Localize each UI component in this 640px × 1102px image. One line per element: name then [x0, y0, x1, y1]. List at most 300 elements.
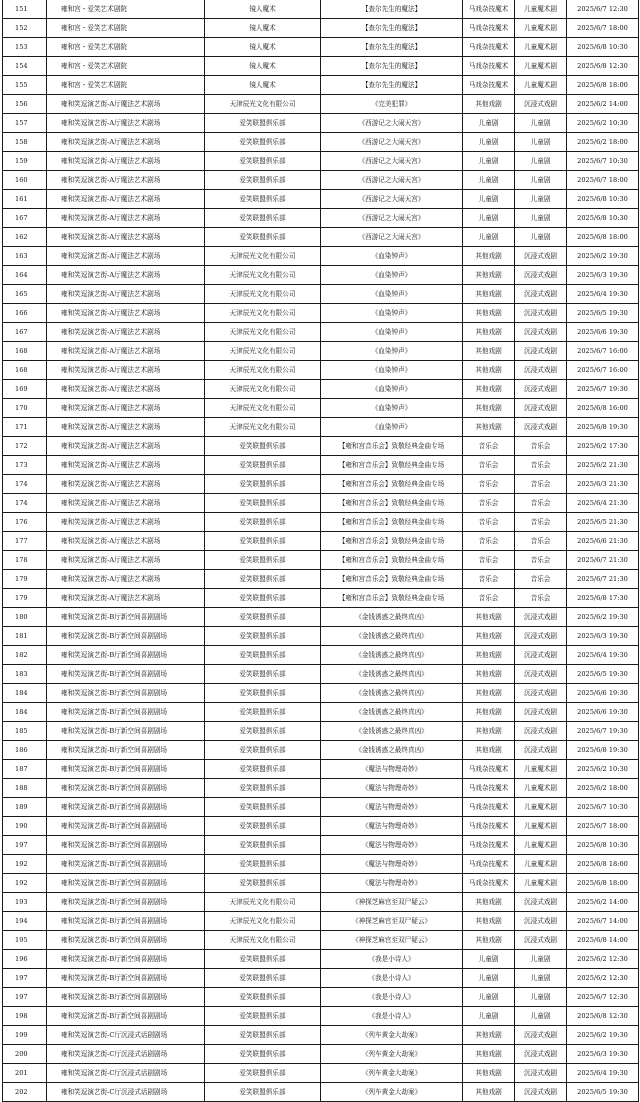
- table-row: [3, 646, 639, 665]
- program-title-cell: 《我是小诗人》: [321, 988, 463, 1007]
- venue-cell: 雍和笑逗演艺街-A厅魔法艺术剧场: [47, 209, 205, 228]
- table-row: [3, 665, 639, 684]
- category-cell: 其他戏剧: [463, 684, 515, 703]
- table-row: [3, 323, 639, 342]
- datetime-cell: 2025/6/8 10:30: [567, 38, 639, 57]
- table-row: [3, 817, 639, 836]
- subcategory-cell: 沉浸式戏剧: [515, 1045, 567, 1064]
- row-number-cell: 185: [3, 722, 47, 741]
- row-number-cell: 197: [3, 969, 47, 988]
- datetime-cell: 2025/6/7 12:30: [567, 988, 639, 1007]
- venue-cell: 雍和笑逗演艺街-A厅魔法艺术剧场: [47, 456, 205, 475]
- category-cell: 其他戏剧: [463, 608, 515, 627]
- organizer-cell: 爱笑联盟俱乐部: [205, 114, 321, 133]
- row-number-cell: 160: [3, 171, 47, 190]
- venue-cell: 雍和笑逗演艺街-B厅新空间喜剧剧场: [47, 1007, 205, 1026]
- row-number-cell: 174: [3, 475, 47, 494]
- subcategory-cell: 儿童魔术剧: [515, 855, 567, 874]
- row-number-cell: 180: [3, 608, 47, 627]
- table-row: [3, 703, 639, 722]
- row-number-cell: 197: [3, 836, 47, 855]
- venue-cell: 雍和笑逗演艺街-A厅魔法艺术剧场: [47, 133, 205, 152]
- row-number-cell: 189: [3, 798, 47, 817]
- table-row: [3, 1083, 639, 1102]
- organizer-cell: 镜人魔术: [205, 0, 321, 19]
- venue-cell: 雍和笑逗演艺街-A厅魔法艺术剧场: [47, 190, 205, 209]
- table-row: [3, 95, 639, 114]
- subcategory-cell: 儿童剧: [515, 969, 567, 988]
- category-cell: 其他戏剧: [463, 646, 515, 665]
- row-number-cell: 197: [3, 988, 47, 1007]
- venue-cell: 雍和笑逗演艺街-A厅魔法艺术剧场: [47, 247, 205, 266]
- datetime-cell: 2025/6/6 19:30: [567, 703, 639, 722]
- subcategory-cell: 音乐会: [515, 532, 567, 551]
- row-number-cell: 187: [3, 760, 47, 779]
- datetime-cell: 2025/6/8 18:00: [567, 76, 639, 95]
- row-number-cell: 201: [3, 1064, 47, 1083]
- program-title-cell: 《金钱诱惑之最终真凶》: [321, 703, 463, 722]
- datetime-cell: 2025/6/8 12:30: [567, 57, 639, 76]
- table-row: [3, 19, 639, 38]
- program-title-cell: 《西游记之大闹天宫》: [321, 114, 463, 133]
- table-row: [3, 855, 639, 874]
- program-title-cell: 《我是小诗人》: [321, 950, 463, 969]
- organizer-cell: 天津辰光文化有限公司: [205, 399, 321, 418]
- program-title-cell: 《西游记之大闹天宫》: [321, 228, 463, 247]
- subcategory-cell: 沉浸式戏剧: [515, 703, 567, 722]
- row-number-cell: 156: [3, 95, 47, 114]
- organizer-cell: 天津辰光文化有限公司: [205, 342, 321, 361]
- category-cell: 音乐会: [463, 532, 515, 551]
- table-row: [3, 893, 639, 912]
- venue-cell: 雍和笑逗演艺街-A厅魔法艺术剧场: [47, 114, 205, 133]
- row-number-cell: 195: [3, 931, 47, 950]
- datetime-cell: 2025/6/2 17:30: [567, 437, 639, 456]
- row-number-cell: 163: [3, 247, 47, 266]
- datetime-cell: 2025/6/2 10:30: [567, 114, 639, 133]
- venue-cell: 雍和笑逗演艺街-B厅新空间喜剧剧场: [47, 855, 205, 874]
- table-row: [3, 228, 639, 247]
- program-title-cell: 《列车黄金大劫案》: [321, 1083, 463, 1102]
- datetime-cell: 2025/6/7 18:00: [567, 817, 639, 836]
- category-cell: 马戏杂技魔术: [463, 874, 515, 893]
- organizer-cell: 天津辰光文化有限公司: [205, 266, 321, 285]
- program-title-cell: 《魔法与物理奇妙》: [321, 798, 463, 817]
- subcategory-cell: 沉浸式戏剧: [515, 1064, 567, 1083]
- program-title-cell: 《金钱诱惑之最终真凶》: [321, 741, 463, 760]
- program-title-cell: 【雍和宫音乐会】致敬经典金曲专场: [321, 494, 463, 513]
- category-cell: 其他戏剧: [463, 380, 515, 399]
- table-row: [3, 437, 639, 456]
- venue-cell: 雍和笑逗演艺街-B厅新空间喜剧剧场: [47, 950, 205, 969]
- program-title-cell: 《血染钟声》: [321, 380, 463, 399]
- datetime-cell: 2025/6/8 16:00: [567, 399, 639, 418]
- venue-cell: 雍和宫・爱笑艺术剧院: [47, 57, 205, 76]
- table-row: [3, 950, 639, 969]
- row-number-cell: 162: [3, 228, 47, 247]
- datetime-cell: 2025/6/5 19:30: [567, 304, 639, 323]
- row-number-cell: 194: [3, 912, 47, 931]
- datetime-cell: 2025/6/3 19:30: [567, 1045, 639, 1064]
- venue-cell: 雍和笑逗演艺街-B厅新空间喜剧剧场: [47, 779, 205, 798]
- datetime-cell: 2025/6/8 14:00: [567, 931, 639, 950]
- organizer-cell: 爱笑联盟俱乐部: [205, 703, 321, 722]
- organizer-cell: 爱笑联盟俱乐部: [205, 798, 321, 817]
- subcategory-cell: 沉浸式戏剧: [515, 266, 567, 285]
- row-number-cell: 176: [3, 513, 47, 532]
- category-cell: 儿童剧: [463, 209, 515, 228]
- datetime-cell: 2025/6/8 17:30: [567, 589, 639, 608]
- venue-cell: 雍和笑逗演艺街-B厅新空间喜剧剧场: [47, 646, 205, 665]
- datetime-cell: 2025/6/2 14:00: [567, 893, 639, 912]
- datetime-cell: 2025/6/2 14:00: [567, 95, 639, 114]
- row-number-cell: 170: [3, 399, 47, 418]
- program-title-cell: 【雍和宫音乐会】致敬经典金曲专场: [321, 513, 463, 532]
- table-row: [3, 418, 639, 437]
- organizer-cell: 爱笑联盟俱乐部: [205, 950, 321, 969]
- subcategory-cell: 沉浸式戏剧: [515, 912, 567, 931]
- organizer-cell: 镜人魔术: [205, 76, 321, 95]
- row-number-cell: 179: [3, 570, 47, 589]
- subcategory-cell: 儿童剧: [515, 152, 567, 171]
- table-row: [3, 380, 639, 399]
- venue-cell: 雍和笑逗演艺街-B厅新空间喜剧剧场: [47, 893, 205, 912]
- table-row: [3, 969, 639, 988]
- organizer-cell: 爱笑联盟俱乐部: [205, 1083, 321, 1102]
- row-number-cell: 192: [3, 874, 47, 893]
- program-title-cell: 《神探芝麻官至双尸疑云》: [321, 912, 463, 931]
- venue-cell: 雍和笑逗演艺街-A厅魔法艺术剧场: [47, 494, 205, 513]
- datetime-cell: 2025/6/8 18:00: [567, 874, 639, 893]
- subcategory-cell: 儿童魔术剧: [515, 76, 567, 95]
- program-title-cell: 《血染钟声》: [321, 304, 463, 323]
- category-cell: 儿童剧: [463, 133, 515, 152]
- venue-cell: 雍和笑逗演艺街-A厅魔法艺术剧场: [47, 285, 205, 304]
- table-row: [3, 1045, 639, 1064]
- subcategory-cell: 沉浸式戏剧: [515, 418, 567, 437]
- organizer-cell: 爱笑联盟俱乐部: [205, 874, 321, 893]
- program-title-cell: 《我是小诗人》: [321, 1007, 463, 1026]
- program-title-cell: 《魔法与物理奇妙》: [321, 817, 463, 836]
- table-row: [3, 475, 639, 494]
- table-row: [3, 285, 639, 304]
- category-cell: 音乐会: [463, 494, 515, 513]
- organizer-cell: 爱笑联盟俱乐部: [205, 608, 321, 627]
- venue-cell: 雍和笑逗演艺街-A厅魔法艺术剧场: [47, 475, 205, 494]
- subcategory-cell: 沉浸式戏剧: [515, 342, 567, 361]
- subcategory-cell: 音乐会: [515, 475, 567, 494]
- venue-cell: 雍和宫・爱笑艺术剧院: [47, 76, 205, 95]
- row-number-cell: 184: [3, 684, 47, 703]
- datetime-cell: 2025/6/8 10:30: [567, 190, 639, 209]
- datetime-cell: 2025/6/7 18:00: [567, 171, 639, 190]
- table-row: [3, 76, 639, 95]
- venue-cell: 雍和笑逗演艺街-B厅新空间喜剧剧场: [47, 627, 205, 646]
- row-number-cell: 168: [3, 361, 47, 380]
- datetime-cell: 2025/6/2 19:30: [567, 1026, 639, 1045]
- venue-cell: 雍和笑逗演艺街-C厅沉浸式话剧剧场: [47, 1083, 205, 1102]
- organizer-cell: 爱笑联盟俱乐部: [205, 1026, 321, 1045]
- row-number-cell: 158: [3, 133, 47, 152]
- row-number-cell: 193: [3, 893, 47, 912]
- category-cell: 其他戏剧: [463, 399, 515, 418]
- table-row: [3, 988, 639, 1007]
- row-number-cell: 168: [3, 342, 47, 361]
- row-number-cell: 192: [3, 855, 47, 874]
- category-cell: 其他戏剧: [463, 285, 515, 304]
- datetime-cell: 2025/6/5 19:30: [567, 665, 639, 684]
- table-row: [3, 494, 639, 513]
- datetime-cell: 2025/6/4 19:30: [567, 285, 639, 304]
- category-cell: 马戏杂技魔术: [463, 57, 515, 76]
- subcategory-cell: 沉浸式戏剧: [515, 380, 567, 399]
- category-cell: 马戏杂技魔术: [463, 836, 515, 855]
- subcategory-cell: 沉浸式戏剧: [515, 285, 567, 304]
- datetime-cell: 2025/6/6 19:30: [567, 323, 639, 342]
- row-number-cell: 196: [3, 950, 47, 969]
- program-title-cell: 《魔法与物理奇妙》: [321, 760, 463, 779]
- category-cell: 儿童剧: [463, 190, 515, 209]
- organizer-cell: 爱笑联盟俱乐部: [205, 855, 321, 874]
- table-row: [3, 798, 639, 817]
- category-cell: 马戏杂技魔术: [463, 76, 515, 95]
- subcategory-cell: 儿童魔术剧: [515, 817, 567, 836]
- program-title-cell: 《西游记之大闹天宫》: [321, 171, 463, 190]
- venue-cell: 雍和笑逗演艺街-A厅魔法艺术剧场: [47, 228, 205, 247]
- table-row: [3, 304, 639, 323]
- venue-cell: 雍和笑逗演艺街-B厅新空间喜剧剧场: [47, 874, 205, 893]
- row-number-cell: 154: [3, 57, 47, 76]
- table-row: [3, 171, 639, 190]
- subcategory-cell: 沉浸式戏剧: [515, 741, 567, 760]
- program-title-cell: 【查尔先生的魔法】: [321, 57, 463, 76]
- venue-cell: 雍和笑逗演艺街-A厅魔法艺术剧场: [47, 551, 205, 570]
- venue-cell: 雍和笑逗演艺街-A厅魔法艺术剧场: [47, 380, 205, 399]
- venue-cell: 雍和笑逗演艺街-B厅新空间喜剧剧场: [47, 836, 205, 855]
- category-cell: 其他戏剧: [463, 342, 515, 361]
- program-title-cell: 《金钱诱惑之最终真凶》: [321, 608, 463, 627]
- row-number-cell: 188: [3, 779, 47, 798]
- program-title-cell: 《西游记之大闹天宫》: [321, 152, 463, 171]
- table-row: [3, 741, 639, 760]
- subcategory-cell: 沉浸式戏剧: [515, 304, 567, 323]
- organizer-cell: 爱笑联盟俱乐部: [205, 551, 321, 570]
- subcategory-cell: 儿童魔术剧: [515, 798, 567, 817]
- venue-cell: 雍和宫・爱笑艺术剧院: [47, 0, 205, 19]
- subcategory-cell: 儿童魔术剧: [515, 19, 567, 38]
- venue-cell: 雍和笑逗演艺街-A厅魔法艺术剧场: [47, 304, 205, 323]
- datetime-cell: 2025/6/2 18:00: [567, 133, 639, 152]
- datetime-cell: 2025/6/7 18:00: [567, 19, 639, 38]
- organizer-cell: 爱笑联盟俱乐部: [205, 475, 321, 494]
- datetime-cell: 2025/6/8 18:00: [567, 228, 639, 247]
- table-row: [3, 133, 639, 152]
- row-number-cell: 161: [3, 190, 47, 209]
- row-number-cell: 190: [3, 817, 47, 836]
- organizer-cell: 爱笑联盟俱乐部: [205, 760, 321, 779]
- category-cell: 其他戏剧: [463, 627, 515, 646]
- organizer-cell: 爱笑联盟俱乐部: [205, 152, 321, 171]
- subcategory-cell: 音乐会: [515, 570, 567, 589]
- subcategory-cell: 沉浸式戏剧: [515, 665, 567, 684]
- organizer-cell: 爱笑联盟俱乐部: [205, 133, 321, 152]
- organizer-cell: 天津辰光文化有限公司: [205, 380, 321, 399]
- subcategory-cell: 沉浸式戏剧: [515, 247, 567, 266]
- datetime-cell: 2025/6/4 19:30: [567, 1064, 639, 1083]
- category-cell: 音乐会: [463, 551, 515, 570]
- row-number-cell: 173: [3, 456, 47, 475]
- venue-cell: 雍和笑逗演艺街-A厅魔法艺术剧场: [47, 95, 205, 114]
- table-row: [3, 760, 639, 779]
- organizer-cell: 爱笑联盟俱乐部: [205, 836, 321, 855]
- table-row: [3, 779, 639, 798]
- datetime-cell: 2025/6/8 10:30: [567, 836, 639, 855]
- table-row: [3, 1064, 639, 1083]
- datetime-cell: 2025/6/7 21:30: [567, 570, 639, 589]
- venue-cell: 雍和笑逗演艺街-A厅魔法艺术剧场: [47, 589, 205, 608]
- datetime-cell: 2025/6/2 12:30: [567, 950, 639, 969]
- program-title-cell: 《血染钟声》: [321, 285, 463, 304]
- category-cell: 其他戏剧: [463, 95, 515, 114]
- datetime-cell: 2025/6/7 16:00: [567, 342, 639, 361]
- subcategory-cell: 沉浸式戏剧: [515, 361, 567, 380]
- datetime-cell: 2025/6/7 19:30: [567, 380, 639, 399]
- program-title-cell: 《血染钟声》: [321, 323, 463, 342]
- organizer-cell: 爱笑联盟俱乐部: [205, 171, 321, 190]
- program-title-cell: 《西游记之大闹天宫》: [321, 190, 463, 209]
- venue-cell: 雍和笑逗演艺街-B厅新空间喜剧剧场: [47, 817, 205, 836]
- table-row: [3, 152, 639, 171]
- program-title-cell: 《血染钟声》: [321, 418, 463, 437]
- table-row: [3, 399, 639, 418]
- organizer-cell: 爱笑联盟俱乐部: [205, 513, 321, 532]
- program-title-cell: 《西游记之大闹天宫》: [321, 209, 463, 228]
- program-title-cell: 《列车黄金大劫案》: [321, 1026, 463, 1045]
- row-number-cell: 153: [3, 38, 47, 57]
- venue-cell: 雍和笑逗演艺街-A厅魔法艺术剧场: [47, 513, 205, 532]
- category-cell: 马戏杂技魔术: [463, 760, 515, 779]
- venue-cell: 雍和笑逗演艺街-A厅魔法艺术剧场: [47, 266, 205, 285]
- organizer-cell: 爱笑联盟俱乐部: [205, 456, 321, 475]
- organizer-cell: 爱笑联盟俱乐部: [205, 494, 321, 513]
- venue-cell: 雍和笑逗演艺街-A厅魔法艺术剧场: [47, 437, 205, 456]
- category-cell: 儿童剧: [463, 228, 515, 247]
- subcategory-cell: 沉浸式戏剧: [515, 399, 567, 418]
- venue-cell: 雍和笑逗演艺街-A厅魔法艺术剧场: [47, 570, 205, 589]
- table-row: [3, 190, 639, 209]
- category-cell: 儿童剧: [463, 1007, 515, 1026]
- row-number-cell: 174: [3, 494, 47, 513]
- venue-cell: 雍和笑逗演艺街-B厅新空间喜剧剧场: [47, 988, 205, 1007]
- subcategory-cell: 沉浸式戏剧: [515, 95, 567, 114]
- row-number-cell: 167: [3, 323, 47, 342]
- category-cell: 马戏杂技魔术: [463, 0, 515, 19]
- venue-cell: 雍和笑逗演艺街-A厅魔法艺术剧场: [47, 323, 205, 342]
- table-row: [3, 532, 639, 551]
- table-row: [3, 608, 639, 627]
- program-title-cell: 《血染钟声》: [321, 266, 463, 285]
- venue-cell: 雍和笑逗演艺街-A厅魔法艺术剧场: [47, 361, 205, 380]
- program-title-cell: 《金钱诱惑之最终真凶》: [321, 627, 463, 646]
- row-number-cell: 152: [3, 19, 47, 38]
- datetime-cell: 2025/6/7 12:30: [567, 0, 639, 19]
- program-title-cell: 《魔法与物理奇妙》: [321, 855, 463, 874]
- row-number-cell: 179: [3, 589, 47, 608]
- row-number-cell: 166: [3, 304, 47, 323]
- program-title-cell: 《魔法与物理奇妙》: [321, 779, 463, 798]
- program-title-cell: 《神探芝麻官至双尸疑云》: [321, 893, 463, 912]
- subcategory-cell: 儿童剧: [515, 209, 567, 228]
- program-title-cell: 《金钱诱惑之最终真凶》: [321, 684, 463, 703]
- organizer-cell: 天津辰光文化有限公司: [205, 893, 321, 912]
- row-number-cell: 165: [3, 285, 47, 304]
- table-row: [3, 931, 639, 950]
- datetime-cell: 2025/6/4 21:30: [567, 494, 639, 513]
- subcategory-cell: 儿童魔术剧: [515, 38, 567, 57]
- category-cell: 其他戏剧: [463, 361, 515, 380]
- subcategory-cell: 儿童剧: [515, 190, 567, 209]
- category-cell: 儿童剧: [463, 152, 515, 171]
- program-title-cell: 【雍和宫音乐会】致敬经典金曲专场: [321, 551, 463, 570]
- category-cell: 其他戏剧: [463, 1026, 515, 1045]
- organizer-cell: 爱笑联盟俱乐部: [205, 190, 321, 209]
- datetime-cell: 2025/6/2 21:30: [567, 456, 639, 475]
- row-number-cell: 169: [3, 380, 47, 399]
- program-title-cell: 【查尔先生的魔法】: [321, 38, 463, 57]
- subcategory-cell: 儿童剧: [515, 228, 567, 247]
- venue-cell: 雍和笑逗演艺街-B厅新空间喜剧剧场: [47, 798, 205, 817]
- row-number-cell: 151: [3, 0, 47, 19]
- organizer-cell: 天津辰光文化有限公司: [205, 418, 321, 437]
- table-row: [3, 114, 639, 133]
- subcategory-cell: 音乐会: [515, 456, 567, 475]
- program-title-cell: 《金钱诱惑之最终真凶》: [321, 646, 463, 665]
- row-number-cell: 178: [3, 551, 47, 570]
- category-cell: 音乐会: [463, 570, 515, 589]
- organizer-cell: 爱笑联盟俱乐部: [205, 209, 321, 228]
- venue-cell: 雍和笑逗演艺街-A厅魔法艺术剧场: [47, 342, 205, 361]
- category-cell: 其他戏剧: [463, 931, 515, 950]
- datetime-cell: 2025/6/4 19:30: [567, 646, 639, 665]
- category-cell: 其他戏剧: [463, 247, 515, 266]
- row-number-cell: 200: [3, 1045, 47, 1064]
- datetime-cell: 2025/6/8 10:30: [567, 209, 639, 228]
- category-cell: 音乐会: [463, 513, 515, 532]
- table-row: [3, 722, 639, 741]
- program-title-cell: 《金钱诱惑之最终真凶》: [321, 722, 463, 741]
- category-cell: 其他戏剧: [463, 665, 515, 684]
- category-cell: 音乐会: [463, 589, 515, 608]
- category-cell: 其他戏剧: [463, 912, 515, 931]
- venue-cell: 雍和笑逗演艺街-B厅新空间喜剧剧场: [47, 741, 205, 760]
- datetime-cell: 2025/6/2 10:30: [567, 760, 639, 779]
- subcategory-cell: 沉浸式戏剧: [515, 323, 567, 342]
- subcategory-cell: 儿童魔术剧: [515, 836, 567, 855]
- subcategory-cell: 沉浸式戏剧: [515, 722, 567, 741]
- category-cell: 其他戏剧: [463, 323, 515, 342]
- organizer-cell: 爱笑联盟俱乐部: [205, 1007, 321, 1026]
- program-title-cell: 《魔法与物理奇妙》: [321, 874, 463, 893]
- table-row: [3, 912, 639, 931]
- subcategory-cell: 沉浸式戏剧: [515, 608, 567, 627]
- subcategory-cell: 儿童剧: [515, 133, 567, 152]
- category-cell: 儿童剧: [463, 988, 515, 1007]
- organizer-cell: 爱笑联盟俱乐部: [205, 646, 321, 665]
- venue-cell: 雍和笑逗演艺街-A厅魔法艺术剧场: [47, 418, 205, 437]
- subcategory-cell: 音乐会: [515, 551, 567, 570]
- program-title-cell: 《我是小诗人》: [321, 969, 463, 988]
- row-number-cell: 171: [3, 418, 47, 437]
